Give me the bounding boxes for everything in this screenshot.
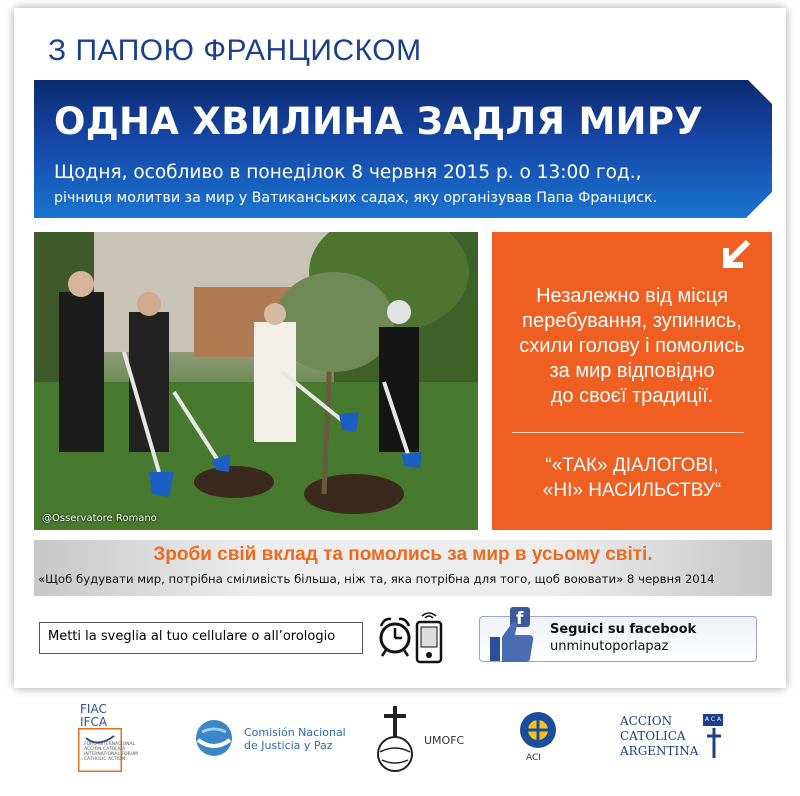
banner-cut <box>746 192 772 218</box>
umofc-emblem-icon <box>372 704 418 774</box>
facebook-follow-button[interactable] <box>479 609 757 662</box>
shovel-4-blade <box>402 452 422 468</box>
title-banner <box>34 80 772 218</box>
aca-line2: CATOLICA <box>620 729 686 743</box>
umofc-logo <box>372 704 472 776</box>
shovel-3-blade <box>339 412 359 432</box>
umofc-name: UMOFC <box>424 734 465 747</box>
person-1-head <box>68 271 94 297</box>
cnjp-line2: de Justicia y Paz <box>244 739 333 752</box>
aci-name: ACI <box>526 753 541 763</box>
callout-message <box>492 284 772 409</box>
slogan <box>492 453 772 503</box>
fiac-title: FIAC <box>80 702 107 716</box>
fiac-logo <box>64 702 156 776</box>
person-2-head <box>137 292 161 316</box>
banner-corner <box>748 80 772 104</box>
cnjp-logo <box>192 718 352 758</box>
aca-badge: A C A <box>703 714 723 726</box>
divider <box>512 432 744 433</box>
pope-quote: «Щоб будувати мир, потрібна сміливість більша, ніж та, яка потрібна для того, щоб воювати» 8 червня 2014 <box>38 572 715 586</box>
date-line: Щодня, особливо в понеділок 8 червня 2015 р. о 13:00 год., <box>54 162 642 183</box>
alarm-clock-icon <box>378 614 412 660</box>
person-4-head <box>387 300 411 324</box>
callout-line: перебування, зупинись, <box>522 310 742 332</box>
cnjp-globe-icon <box>192 718 238 758</box>
aca-cross-icon <box>704 728 724 758</box>
subtitle: З ПАПОЮ ФРАНЦИСКОМ <box>48 34 422 67</box>
aca-line3: ARGENTINA <box>620 744 699 758</box>
photo-illustration <box>34 232 478 530</box>
tree-planting-photo <box>34 232 478 530</box>
fiac-small-text: FORO INTERNACIONAL ACCION CATOLICA INTERNATIONAL FORUM CATHOLIC ACTION <box>84 742 138 762</box>
facebook-label: Seguici su facebook <box>550 622 697 637</box>
person-3-head <box>264 303 286 325</box>
person-3 <box>254 322 296 442</box>
aci-logo <box>516 710 560 766</box>
aca-line1: ACCION <box>620 714 673 728</box>
callout-line: схили голову і помолись <box>519 335 745 357</box>
soil-mound <box>304 474 404 514</box>
facebook-badge: f <box>516 609 524 629</box>
person-1 <box>59 292 104 452</box>
appeal-headline: Зроби свій вклад та помолись за мир в усьому світі. <box>153 544 653 565</box>
photo-credit: @Osservatore Romano <box>42 513 157 524</box>
arrow-down-left-icon <box>720 238 754 272</box>
anniversary-line: річниця молитви за мир у Ватиканських садах, яку організував Папа Франциск. <box>54 190 658 206</box>
callout-line: до своєї традиції. <box>550 385 714 407</box>
facebook-handle: unminutoporlapaz <box>550 639 669 654</box>
slogan-line: “«ТАК» ДІАЛОГОВІ, <box>545 455 719 476</box>
facebook-like-icon <box>486 607 542 665</box>
ifca-title: IFCA <box>80 715 108 729</box>
reminder-box <box>39 622 363 654</box>
reminder-text: Metti la sveglia al tuo cellulare o all’orologio <box>48 629 336 644</box>
aci-sun-icon <box>518 710 558 750</box>
callout-line: Незалежно від місця <box>536 285 728 307</box>
cellphone-icon <box>414 612 444 664</box>
aca-logo <box>620 714 730 766</box>
callout-panel <box>492 232 772 530</box>
page-title: ОДНА ХВИЛИНА ЗАДЛЯ МИРУ <box>54 100 704 143</box>
appeal-band <box>34 540 772 596</box>
callout-line: за мир відповідно <box>549 360 715 382</box>
slogan-line: «НІ» НАСИЛЬСТВУ“ <box>542 480 722 501</box>
cnjp-line1: Comisión Nacional <box>244 726 346 739</box>
soil-mound-2 <box>194 466 274 498</box>
